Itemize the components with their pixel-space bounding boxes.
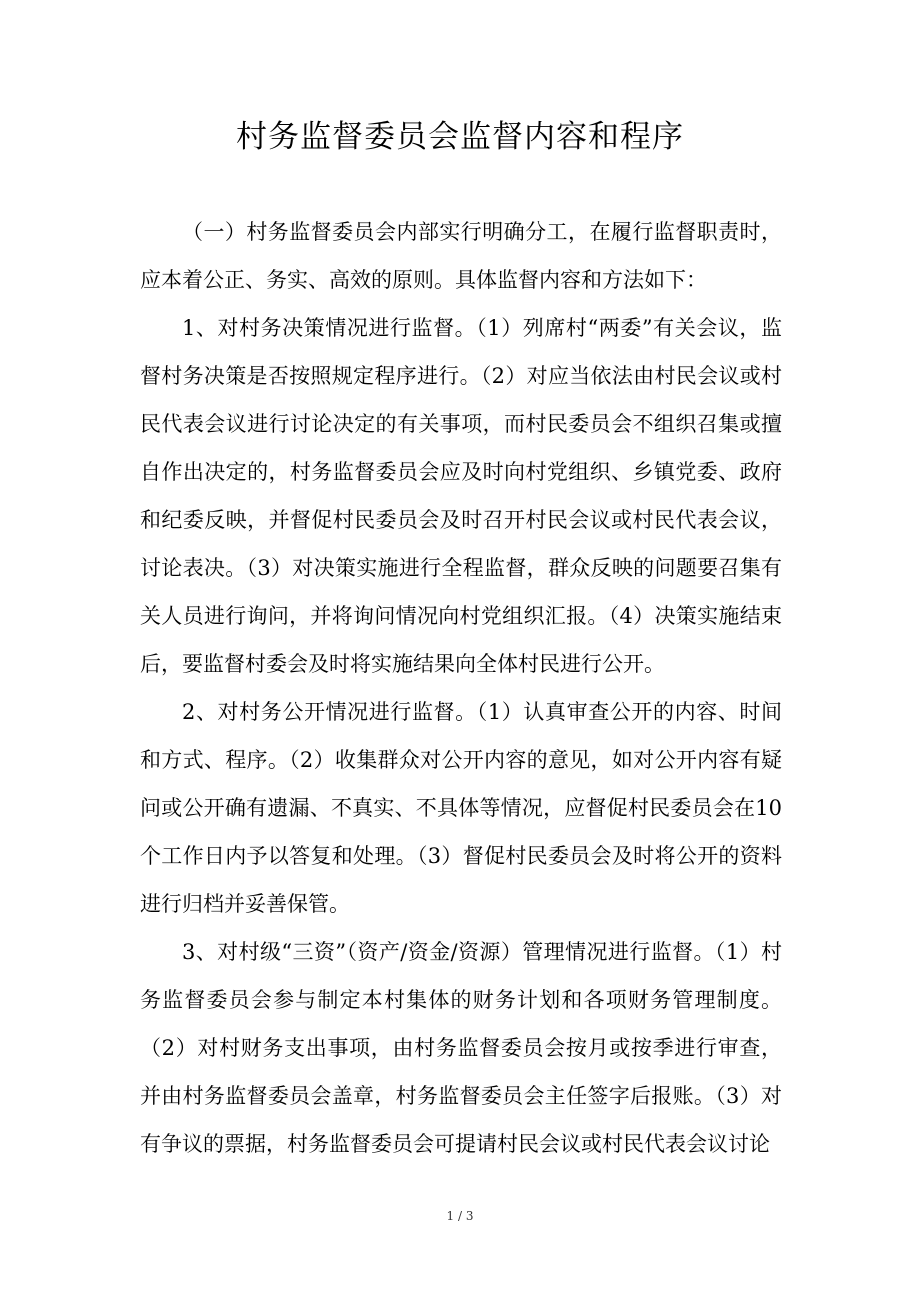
document-title: 村务监督委员会监督内容和程序 (236, 119, 684, 155)
paragraph-decision-supervision: 1、对村务决策情况进行监督。（1）列席村“两委”有关会议，监督村务决策是否按照规定程序进行。（2）对应当依法由村民会议或村民代表会议进行讨论决定的有关事项，而村民委员会不组织召集或擅自作出决定的，村务监督委员会应及时向村党组织、乡镇党委、政府和纪委反映，并督促村民委员会及时召开村民会议或村民代表会议，讨论表决。（3）对决策实施进行全程监督，群众反映的问题要召集有关人员进行询问，并将询问情况向村党组织汇报。（4）决策实施结束后，要监督村委会及时将实施结果向全体村民进行公开。 (140, 316, 782, 676)
paragraph-disclosure-supervision: 2、对村务公开情况进行监督。（1）认真审查公开的内容、时间和方式、程序。（2）收集群众对公开内容的意见，如对公开内容有疑问或公开确有遗漏、不真实、不具体等情况，应督促村民委员会在10个工作日内予以答复和处理。（3）督促村民委员会及时将公开的资料进行归档并妥善保管。 (140, 700, 782, 916)
page-number: 1 / 3 (446, 1209, 474, 1223)
paragraph-assets-supervision: 3、对村级“三资”（资产/资金/资源）管理情况进行监督。（1）村务监督委员会参与制定本村集体的财务计划和各项财务管理制度。（2）对村财务支出事项，由村务监督委员会按月或按季进行审查，并由村务监督委员会盖章，村务监督委员会主任签字后报账。（3）对有争议的票据，村务监督委员会可提请村民会议或村民代表会议讨论 (140, 940, 782, 1156)
paragraph-intro: （一）村务监督委员会内部实行明确分工，在履行监督职责时，应本着公正、务实、高效的原则。具体监督内容和方法如下： (140, 220, 782, 292)
document-body (140, 208, 782, 1168)
